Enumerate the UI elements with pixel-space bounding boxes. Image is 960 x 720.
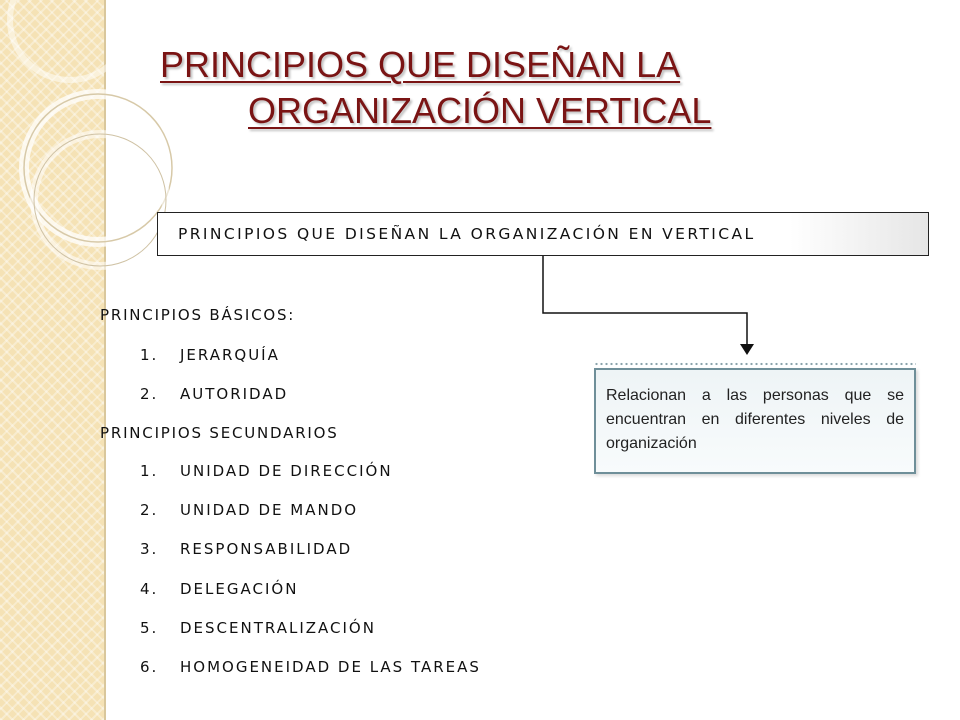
list-item-label: DESCENTRALIZACIÓN <box>180 618 376 637</box>
connector-arrowhead <box>740 344 754 355</box>
list-item-label: AUTORIDAD <box>180 385 289 404</box>
description-text: Relacionan a las personas que se encuentran en diferentes niveles de organización <box>606 387 904 452</box>
list-item-label: RESPONSABILIDAD <box>180 540 353 559</box>
list-item-number: 4. <box>140 579 159 598</box>
secondary-principles-list <box>140 462 481 697</box>
list-item <box>140 580 481 619</box>
list-item <box>140 346 288 385</box>
list-item-number: 5. <box>140 618 159 637</box>
list-item <box>140 619 481 658</box>
list-item-label: JERARQUÍA <box>180 346 280 364</box>
list-item <box>140 462 481 501</box>
basic-principles-list <box>140 346 288 424</box>
list-item-label: UNIDAD DE DIRECCIÓN <box>180 462 393 480</box>
list-item <box>140 540 481 579</box>
list-item-number: 3. <box>140 540 159 559</box>
page-title <box>160 42 711 134</box>
connector-line <box>543 256 747 346</box>
page-title-line-2: ORGANIZACIÓN VERTICAL <box>248 90 712 131</box>
list-item-number: 2. <box>140 501 159 520</box>
list-item-number: 2. <box>140 385 159 404</box>
list-item-label: HOMOGENEIDAD DE LAS TAREAS <box>180 657 481 676</box>
description-box <box>594 368 916 474</box>
list-item-number: 1. <box>140 346 159 364</box>
list-item-label: UNIDAD DE MANDO <box>180 501 359 520</box>
list-item-label: DELEGACIÓN <box>180 579 299 598</box>
diagram-header-text: PRINCIPIOS QUE DISEÑAN LA ORGANIZACIÓN EN VERTICAL <box>178 225 756 243</box>
secondary-principles-heading: PRINCIPIOS SECUNDARIOS <box>100 424 339 442</box>
list-item <box>140 658 481 697</box>
basic-principles-heading: PRINCIPIOS BÁSICOS: <box>100 306 296 324</box>
list-item-number: 1. <box>140 462 159 480</box>
list-item <box>140 501 481 540</box>
description-box-dotted-edge <box>594 362 916 366</box>
page-title-line-1: PRINCIPIOS QUE DISEÑAN LA <box>160 44 681 85</box>
list-item <box>140 385 288 424</box>
diagram-header-box <box>157 212 929 256</box>
list-item-number: 6. <box>140 657 159 676</box>
